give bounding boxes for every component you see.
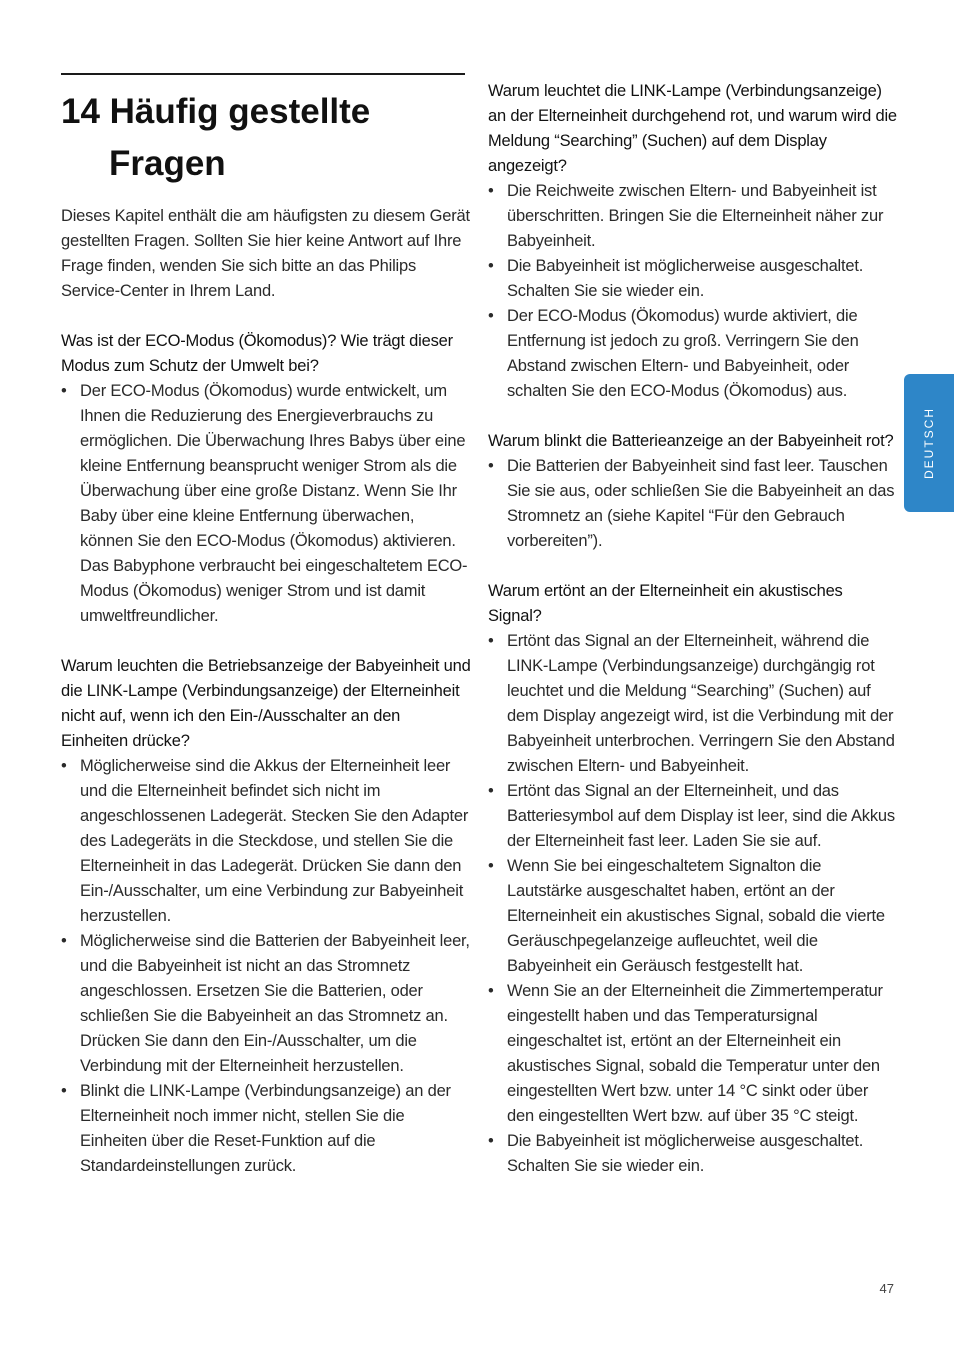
- faq-item: [488, 579, 898, 1179]
- faq-item: [488, 79, 898, 404]
- faq-answer-list: [488, 179, 898, 404]
- faq-answer-item: • Die Babyeinheit ist möglicherweise ausgeschaltet. Schalten Sie sie wieder ein.: [488, 254, 898, 304]
- faq-item: [488, 429, 898, 554]
- faq-answer-list: [488, 454, 898, 554]
- intro-paragraph: Dieses Kapitel enthält die am häufigsten zu diesem Gerät gestellten Fragen. Sollten Sie hier keine Antwort auf Ihre Frage finden, wenden Sie sich bitte an das Philips Service-Center in Ihrem Land.: [61, 207, 470, 300]
- faq-answer-item: • Die Babyeinheit ist möglicherweise ausgeschaltet. Schalten Sie sie wieder ein.: [488, 1129, 898, 1179]
- faq-answer-item: • Ertönt das Signal an der Elterneinheit, und das Batteriesymbol auf dem Display ist leer, sind die Akkus der Elterneinheit fast leer. Laden Sie sie auf.: [488, 779, 898, 854]
- faq-question: Warum ertönt an der Elterneinheit ein akustisches Signal?: [488, 582, 843, 625]
- faq-item: [61, 329, 471, 629]
- faq-answer-list: [488, 629, 898, 1179]
- faq-answer-item: • Ertönt das Signal an der Elterneinheit, während die LINK-Lampe (Verbindungsanzeige) durchgängig rot leuchtet und die Meldung “Searching” (Suchen) auf dem Display angezeigt wird, ist die Verbindung mit der Babyeinheit unterbrochen. Verringern Sie den Abstand zwischen Eltern- und Babyeinheit.: [488, 629, 898, 779]
- faq-answer-item: • Möglicherweise sind die Batterien der Babyeinheit leer, und die Babyeinheit ist nicht an das Stromnetz angeschlossen. Ersetzen Sie die Batterien, oder schließen Sie die Babyeinheit an das Stromnetz an. Drücken Sie dann den Ein-/Ausschalter, um die Verbindung mit der Elterneinheit herzustellen.: [61, 929, 471, 1079]
- faq-answer-list: [61, 379, 471, 629]
- faq-question: Warum leuchtet die LINK-Lampe (Verbindungsanzeige) an der Elterneinheit durchgehend rot, und warum wird die Meldung “Searching” (Suchen) auf dem Display angezeigt?: [488, 82, 897, 175]
- side-tab-label: DEUTSCH: [922, 406, 936, 480]
- faq-list-left: [61, 329, 471, 1179]
- faq-answer-item: • Blinkt die LINK-Lampe (Verbindungsanzeige) an der Elterneinheit noch immer nicht, stellen Sie die Einheiten über die Reset-Funktion auf die Standardeinstellungen zurück.: [61, 1079, 471, 1179]
- chapter-title-line2: Fragen: [109, 144, 226, 183]
- right-column: [488, 79, 898, 1204]
- language-side-tab: [904, 374, 954, 512]
- faq-answer-list: [61, 754, 471, 1179]
- faq-question: Was ist der ECO-Modus (Ökomodus)? Wie trägt dieser Modus zum Schutz der Umwelt bei?: [61, 332, 453, 375]
- faq-list-right: [488, 79, 898, 1179]
- chapter-title: [61, 86, 481, 190]
- chapter-rule: [61, 73, 465, 75]
- left-column: [61, 204, 471, 1204]
- faq-answer-item: • Die Batterien der Babyeinheit sind fast leer. Tauschen Sie sie aus, oder schließen Sie die Babyeinheit an das Stromnetz an (siehe Kapitel “Für den Gebrauch vorbereiten”).: [488, 454, 898, 554]
- faq-answer-item: • Der ECO-Modus (Ökomodus) wurde entwickelt, um Ihnen die Reduzierung des Energieverbrauchs zu ermöglichen. Die Überwachung Ihres Babys über eine kleine Entfernung beansprucht weniger Strom als die Überwachung über eine große Distanz. Wenn Sie Ihr Baby über eine kleine Entfernung überwachen, können Sie den ECO-Modus (Ökomodus) aktivieren. Das Babyphone verbraucht bei eingeschaltetem ECO-Modus (Ökomodus) weniger Strom und ist damit umweltfreundlicher.: [61, 379, 471, 629]
- faq-question: Warum leuchten die Betriebsanzeige der Babyeinheit und die LINK-Lampe (Verbindungsanzeige) der Elterneinheit nicht auf, wenn ich den Ein-/Ausschalter an den Einheiten drücke?: [61, 657, 471, 750]
- faq-item: [61, 654, 471, 1179]
- faq-answer-item: • Möglicherweise sind die Akkus der Elterneinheit leer und die Elterneinheit befindet sich nicht im angeschlossenen Ladegerät. Stecken Sie den Adapter des Ladegeräts in die Steckdose, und stellen Sie die Elterneinheit in das Ladegerät. Drücken Sie dann den Ein-/Ausschalter, um eine Verbindung zur Babyeinheit herzustellen.: [61, 754, 471, 929]
- page-number: 47: [879, 1281, 894, 1296]
- faq-answer-item: • Der ECO-Modus (Ökomodus) wurde aktiviert, die Entfernung ist jedoch zu groß. Verringern Sie den Abstand zwischen Eltern- und Babyeinheit, oder schalten Sie den ECO-Modus (Ökomodus) aus.: [488, 304, 898, 404]
- faq-question: Warum blinkt die Batterieanzeige an der Babyeinheit rot?: [488, 432, 894, 450]
- faq-answer-item: • Wenn Sie bei eingeschaltetem Signalton die Lautstärke ausgeschaltet haben, ertönt an der Elterneinheit ein akustisches Signal, sobald die vierte Geräuschpegelanzeige aufleuchtet, weil die Babyeinheit ein Geräusch festgestellt hat.: [488, 854, 898, 979]
- faq-answer-item: • Wenn Sie an der Elterneinheit die Zimmertemperatur eingestellt haben und das Temperatursignal eingeschaltet ist, ertönt an der Elterneinheit ein akustisches Signal, sobald die Temperatur unter den eingestellten Wert bzw. unter 14 °C sinkt oder über den eingestellten Wert bzw. auf über 35 °C steigt.: [488, 979, 898, 1129]
- faq-answer-item: • Die Reichweite zwischen Eltern- und Babyeinheit ist überschritten. Bringen Sie die Elterneinheit näher zur Babyeinheit.: [488, 179, 898, 254]
- chapter-title-line1: 14 Häufig gestellte: [61, 92, 371, 131]
